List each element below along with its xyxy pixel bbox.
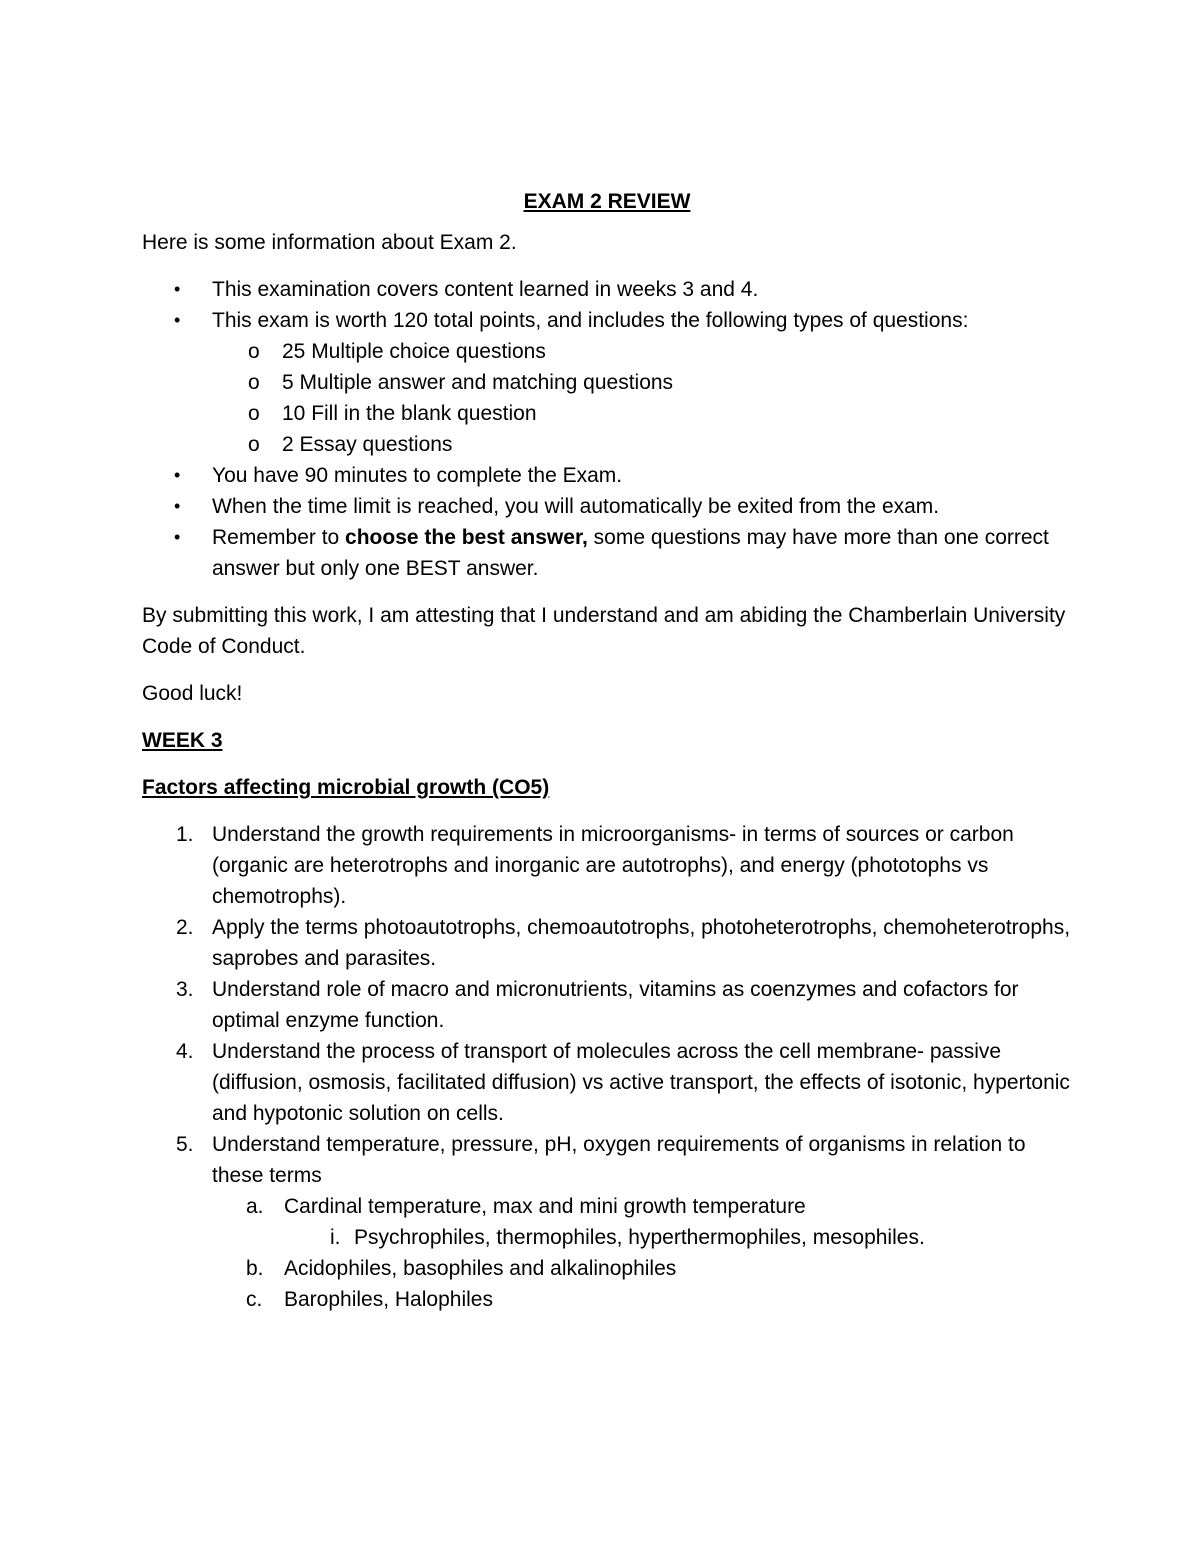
list-item — [142, 305, 1072, 460]
list-letter: c. — [246, 1288, 263, 1311]
circle-bullet-icon: o — [248, 340, 260, 363]
page-title: EXAM 2 REVIEW — [523, 190, 691, 213]
intro-text: Here is some information about Exam 2. — [142, 231, 517, 254]
list-item — [212, 429, 1072, 460]
list-letter: a. — [246, 1195, 264, 1218]
list-item — [142, 460, 1072, 491]
attestation-text: By submitting this work, I am attesting that I understand and am abiding the Chamberlain University Code of Conduct. — [142, 604, 1066, 658]
list-number: 4. — [176, 1040, 194, 1063]
document-content — [142, 186, 1072, 1315]
bullet-text: This examination covers content learned in weeks 3 and 4. — [212, 278, 759, 301]
item-text: Understand temperature, pressure, pH, oxygen requirements of organisms in relation to these terms — [212, 1133, 1026, 1187]
list-item — [142, 819, 1072, 912]
sub-bullet-text: 5 Multiple answer and matching questions — [282, 371, 674, 394]
bullet-icon: • — [174, 496, 181, 516]
list-item — [284, 1222, 1072, 1253]
list-item — [212, 1191, 1072, 1253]
item-text: Understand the process of transport of molecules across the cell membrane- passive (diffusion, osmosis, facilitated diffusion) vs active transport, the effects of isotonic, hypertonic and hypotonic solution on cells. — [212, 1040, 1070, 1125]
sub-objectives-list — [212, 1191, 1072, 1315]
bullet-icon: • — [174, 279, 181, 299]
bullet-text-pre: Remember to — [212, 526, 346, 549]
question-types-list — [212, 336, 1072, 460]
list-item — [142, 974, 1072, 1036]
good-luck-text: Good luck! — [142, 682, 243, 705]
circle-bullet-icon: o — [248, 433, 260, 456]
sub-item-text: Cardinal temperature, max and mini growth temperature — [284, 1195, 806, 1218]
item-text: Apply the terms photoautotrophs, chemoautotrophs, photoheterotrophs, chemoheterotrophs, saprobes and parasites. — [212, 916, 1071, 970]
sub-sub-objectives-list — [284, 1222, 1072, 1253]
list-number: 5. — [176, 1133, 194, 1156]
section-heading: Factors affecting microbial growth (CO5) — [142, 776, 550, 799]
bullet-text-post: some questions may have more than one correct answer but only one BEST answer. — [212, 526, 1049, 580]
sub-sub-item-text: Psychrophiles, thermophiles, hyperthermophiles, mesophiles. — [354, 1226, 925, 1249]
sub-bullet-text: 2 Essay questions — [282, 433, 453, 456]
list-item — [142, 491, 1072, 522]
bullet-icon: • — [174, 527, 181, 547]
bullet-text-bold: choose the best answer, — [345, 526, 588, 549]
objectives-list — [142, 819, 1072, 1315]
bullet-text: This exam is worth 120 total points, and includes the following types of questions: — [212, 309, 969, 332]
list-number: 2. — [176, 916, 194, 939]
week-heading: WEEK 3 — [142, 729, 223, 752]
sub-item-text: Barophiles, Halophiles — [284, 1288, 493, 1311]
sub-bullet-text: 25 Multiple choice questions — [282, 340, 546, 363]
item-text: Understand role of macro and micronutrients, vitamins as coenzymes and cofactors for optimal enzyme function. — [212, 978, 1019, 1032]
list-number: 3. — [176, 978, 194, 1001]
list-item — [142, 522, 1072, 584]
list-roman: i. — [330, 1226, 341, 1249]
list-item — [212, 1253, 1072, 1284]
list-item — [142, 1129, 1072, 1315]
list-item — [212, 1284, 1072, 1315]
sub-bullet-text: 10 Fill in the blank question — [282, 402, 537, 425]
info-bullet-list — [142, 274, 1072, 584]
list-item — [212, 398, 1072, 429]
sub-item-text: Acidophiles, basophiles and alkalinophiles — [284, 1257, 677, 1280]
list-number: 1. — [176, 823, 194, 846]
list-item — [142, 912, 1072, 974]
bullet-icon: • — [174, 465, 181, 485]
list-item — [142, 1036, 1072, 1129]
bullet-icon: • — [174, 310, 181, 330]
item-text: Understand the growth requirements in microorganisms- in terms of sources or carbon (organic are heterotrophs and inorganic are autotrophs), and energy (phototophs vs chemotrophs). — [212, 823, 1014, 908]
circle-bullet-icon: o — [248, 371, 260, 394]
circle-bullet-icon: o — [248, 402, 260, 425]
list-letter: b. — [246, 1257, 264, 1280]
bullet-text: You have 90 minutes to complete the Exam. — [212, 464, 623, 487]
list-item — [142, 274, 1072, 305]
list-item — [212, 367, 1072, 398]
list-item — [212, 336, 1072, 367]
bullet-text: When the time limit is reached, you will automatically be exited from the exam. — [212, 495, 940, 518]
